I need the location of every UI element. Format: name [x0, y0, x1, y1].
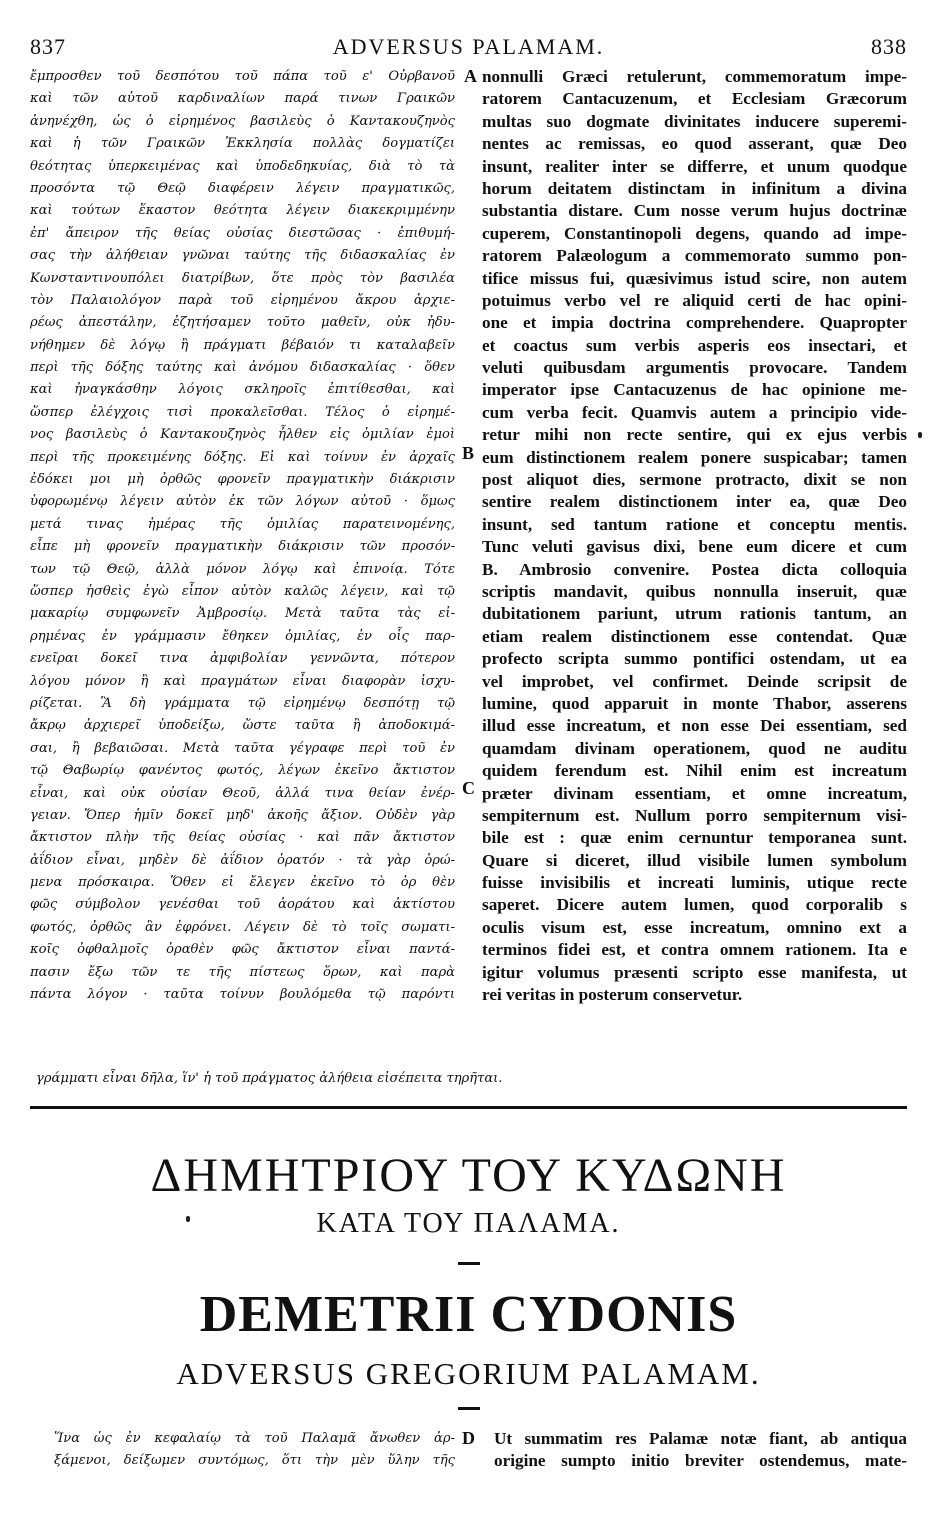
latin-text-line: cuperem, Constantinopoli degens, quando ad impe-	[482, 223, 907, 243]
latin-text-line: origine sumpto initio breviter ostendemus, mate-	[494, 1451, 907, 1471]
greek-text-line: τῷ Θαβωρίῳ φανέντος φωτός, λέγων ἐκεῖνο ἄκτιστον	[30, 763, 455, 779]
latin-text-line: horum deitatem distinctam in infinitum a divina	[482, 178, 907, 198]
latin-text-line: quidem ferendum est. Nihil enim est increatum	[482, 761, 907, 781]
greek-text-line: ἄκτιστον πλὴν τῆς θείας οὐσίας · καὶ πᾶν ἄκτιστον	[30, 830, 455, 846]
title-dash-1	[458, 1262, 480, 1265]
greek-text-line: περὶ τῆς δόξης ταύτης καὶ ἀνόμου διδασκαλίας · ὅθεν	[30, 360, 455, 376]
latin-column-2	[494, 1428, 907, 1478]
greek-text-line: θεότητας ὑπερκειμένας καὶ ὑποδεδηκυίας, διὰ τὸ τὰ	[30, 158, 455, 174]
page-number-right: 838	[871, 34, 907, 59]
latin-text-line: lumine, quod apparuit in monte Thabor, asserens	[482, 693, 907, 713]
latin-text-line: oculis visum est, esse increatum, omnino ext a	[482, 917, 907, 937]
margin-letter-a: A	[464, 66, 477, 86]
latin-text-line: B. Ambrosio convenire. Postea dicta colloquia	[482, 559, 907, 579]
latin-text-line: rei veritas in posterum conservetur.	[482, 985, 743, 1005]
latin-text-line: fuisse invisibilis et increati luminis, utique recte	[482, 873, 907, 893]
greek-text-line: ὥσπερ ἐλέγχοις τισὶ προκαλεῖσθαι. Τέλος ὁ εἰρημέ-	[30, 404, 455, 420]
latin-text-line: sentire realem distinctionem inter ea, quæ Deo	[482, 492, 907, 512]
latin-column-1	[482, 66, 907, 1011]
greek-text-line: καὶ ἡ τῶν Γραικῶν Ἐκκλησία πολλὰς δογματίζει	[30, 136, 455, 152]
latin-text-line: multas suo dogmate divinitates inducere superemi-	[482, 111, 907, 131]
latin-text-line: terminos fidei est, et contra omnem rationem. Ita e	[482, 940, 907, 960]
greek-text-line: γειαν. Ὅπερ ἡμῖν δοκεῖ μηδ' ἀκοῆς ἄξιον. Οὐδὲν γὰρ	[30, 807, 455, 823]
greek-text-line: ρίζεται. Ἃ δὴ γράμματα τῷ εἰρημένῳ δεσπότῃ τῷ	[30, 695, 455, 711]
greek-text-line: ἐπ' ἄπειρον τῆς θείας οὐσίας διεστῶσας · ἐπιθυμή-	[30, 225, 455, 241]
latin-text-line: ratorem Palæologum a commemorato summo pon-	[482, 246, 907, 266]
latin-text-line: saperet. Dicere autem lumen, quod corporalib s	[482, 895, 907, 915]
ink-speck	[186, 1216, 190, 1222]
latin-text-line: Ut summatim res Palamæ notæ fiant, ab antiqua	[494, 1429, 907, 1448]
greek-text-line: ἀνηνέχθη, ὡς ὁ εἰρημένος βασιλεὺς ὁ Καντακουζηνὸς	[30, 113, 455, 129]
greek-text-line: Ἵνα ὡς ἐν κεφαλαίῳ τὰ τοῦ Παλαμᾶ ἄνωθεν ἀρ-	[54, 1431, 455, 1446]
greek-tail-line	[36, 1068, 656, 1092]
greek-text-line: καὶ τούτων ἕκαστον θεότητα λέγειν διακεκριμμένην	[30, 203, 455, 219]
greek-text-line: τὸν Παλαιολόγον παρὰ τοῦ εἰρημένου ἄκρου ἀρχιε-	[30, 292, 455, 308]
latin-text-line: potuimus verbo vel re aliquid certi de hac opini-	[482, 290, 907, 310]
margin-letter-b: B	[462, 443, 475, 463]
margin-letter-c: C	[462, 778, 475, 798]
title-dash-2	[458, 1407, 480, 1410]
greek-text-line: ρέως ἀπεστάλην, ἐζητήσαμεν τοῦτο μαθεῖν, οὐκ ἠδυ-	[30, 315, 455, 331]
greek-text-line: φῶς σύμβολον γενέσθαι τοῦ ἀοράτου καὶ ἀκτίστου	[30, 897, 455, 913]
greek-text-line: ἐδόκει μοι μὴ ὀρθῶς φρονεῖν πραγματικὴν διάκρισιν	[30, 472, 455, 488]
greek-text-line: ενεῖραι δοκεῖ τινα ἀμφιβολίαν γεννῶντα, πότερον	[30, 651, 455, 667]
latin-text-line: imperator ipse Cantacuzenus de hac opinione me-	[482, 380, 907, 400]
latin-text-line: profecto scripta summo pontifici ostendam, ut ea	[482, 649, 907, 669]
greek-text-line: σαι, ἢ βεβαιῶσαι. Μετὰ ταῦτα γέγραφε περὶ τοῦ ἐν	[30, 740, 455, 756]
greek-text-line: νος βασιλεὺς ὁ Καντακουζηνὸς ἦλθεν εἰς ὁμιλίαν ἐμοὶ	[30, 427, 455, 443]
latin-title: DEMETRII CYDONIS	[199, 1286, 738, 1343]
latin-text-line: quamdam divinam operationem, quod ne auditu	[482, 738, 907, 758]
latin-text-line: bile est : quæ enim cernuntur temporanea sunt.	[482, 828, 907, 848]
latin-subtitle: ADVERSUS GREGORIUM PALAMAM.	[176, 1356, 761, 1391]
latin-text-line: etiam realem distinctionem esse contendat. Quæ	[482, 626, 907, 646]
latin-text-line: præter divinam essentiam, et omne increatum,	[482, 783, 907, 803]
latin-text-line: cum verba fecit. Quamvis autem a principio vide-	[482, 402, 907, 422]
greek-text-line: κοῖς ὀφθαλμοῖς ὁραθὲν φῶς ἄκτιστον εἶναι παντά-	[30, 942, 455, 958]
margin-letter-d: D	[462, 1428, 475, 1448]
greek-text-line: πάντα λόγον · ταῦτα τοίνυν βουλόμεθα τῷ παρόντι	[30, 987, 455, 1003]
latin-text-line: sempiternum est. Nullum porro sempiternum visi-	[482, 805, 907, 825]
latin-text-line: et coactus sum verbis asperis eos insectari, et	[482, 335, 907, 355]
running-header	[30, 34, 907, 58]
latin-text-line: Tunc veluti gavisus dixi, bene eum dicere et cum	[482, 537, 907, 557]
greek-tail-text: γράμματι εἶναι δῆλα, ἵν' ἡ τοῦ πράγματος ἀλήθεια εἰσέπειτα τηρῆται.	[36, 1071, 503, 1086]
latin-text-line: insunt, realiter inter se differre, et unum quodque	[482, 156, 907, 176]
greek-title: ΔΗΜΗΤΡΙΟΥ ΤΟΥ ΚΥΔΩΝΗ	[150, 1149, 787, 1202]
greek-text-line: των τῷ Θεῷ, ἀλλὰ μόνον λόγῳ καὶ ἐπινοίᾳ. Τότε	[30, 561, 455, 577]
latin-text-line: nentes ac remissas, eo quod asserant, quæ Deo	[482, 134, 907, 154]
latin-text-line: veluti quibusdam argumentis provocare. Tandem	[482, 358, 907, 378]
latin-text-line: substantia distare. Cum nosse verum hujus doctrinæ	[482, 201, 907, 221]
greek-text-line: μενα πρόσκαιρα. Ὅθεν εἰ ἔλεγεν ἐκεῖνο τὸ ὀρ θὲν	[30, 875, 455, 891]
latin-text-line: insunt, sed tantum ratione et conceptu mentis.	[482, 514, 907, 534]
latin-text-line: vel improbet, vel confirmet. Deinde scripsit de	[482, 671, 907, 691]
greek-text-line: μετά τινας ἡμέρας τῆς ὁμιλίας παρατεινομένης,	[30, 516, 455, 532]
ink-speck	[918, 432, 922, 438]
greek-text-line: καὶ τῶν αὐτοῦ καρδιναλίων παρά τινων Γραικῶν	[30, 91, 455, 107]
latin-text-line: scriptis mandavit, quibus nonnulla inseruit, quæ	[482, 581, 907, 601]
greek-text-line: προσόντα τῷ Θεῷ διαφέρειν λέγειν πραγματικῶς,	[30, 180, 455, 196]
greek-text-line: ἄκρῳ ἀρχιερεῖ ὑποδείξω, ὥστε ταῦτα ἢ ἀποδοκιμά-	[30, 718, 455, 734]
greek-text-line: ὑφορωμένῳ λέγειν αὐτὸν ἐκ τῶν λόγων αὐτοῦ · ὅμως	[30, 494, 455, 510]
latin-text-line: ratorem Cantacuzenum, et Ecclesiam Græcorum	[482, 89, 907, 109]
greek-text-line: φωτός, ὀρθῶς ἂν ἐφρόνει. Λέγειν δὲ τὸ τοῖς σωματι-	[30, 919, 455, 935]
greek-text-line: ἔμπροσθεν τοῦ δεσπότου τοῦ πάπα τοῦ ε' Οὐρβανοῦ	[30, 69, 455, 84]
latin-text-line: post aliquot dies, sermone protracto, dixit se non	[482, 470, 907, 490]
greek-text-line: μακαρίῳ συμφωνεῖν Ἀμβροσίῳ. Μετὰ ταῦτα τὰς εἰ-	[30, 606, 455, 622]
greek-text-line: εἶπε μὴ φρονεῖν πραγματικὴν διάκρισιν τῶν προσόν-	[30, 539, 455, 555]
latin-text-line: dubitationem pariunt, utrum rationis tantum, an	[482, 604, 907, 624]
greek-text-line: περὶ τῆς προκειμένης δόξης. Εἰ καὶ τοίνυν ἐν ἀρχαῖς	[30, 449, 455, 465]
greek-text-line: καὶ ἠναγκάσθην λόγοις σκληροῖς ἐπιτίθεσθαι, καὶ	[30, 382, 455, 398]
greek-text-line: πασιν ἔξω τῶν τε τῆς πίστεως ὅρων, καὶ παρὰ	[30, 964, 455, 980]
latin-text-line: igitur volumus præsenti scripto esse manifesta, ut	[482, 962, 907, 982]
greek-text-line: Κωνσταντινουπόλει διατρίβων, ὅτε πρὸς τὸν βασιλέα	[30, 270, 455, 286]
latin-text-line: Quare si diceret, illud visibile lumen symbolum	[482, 850, 907, 870]
latin-text-line: illud esse increatum, et non esse Dei essentiam, sed	[482, 716, 907, 736]
latin-text-line: eum distinctionem realem ponere suspicabar; tamen	[482, 447, 907, 467]
greek-column-2	[54, 1428, 455, 1478]
greek-text-line: ρημένας ἐν γράμμασιν ἔθηκεν ὁμιλίας, ἐν οἷς παρ-	[30, 628, 455, 644]
greek-subtitle: ΚΑΤΑ ΤΟΥ ΠΑΛΑΜΑ.	[316, 1208, 621, 1239]
greek-text-line: ἀΐδιον εἶναι, μηδὲν δὲ ἀΐδιον ὁρατόν · τὰ γὰρ ὁρώ-	[30, 852, 455, 868]
greek-text-line: ὥσπερ ἡσθεὶς ἐγὼ εἶπον αὐτὸν καλῶς λέγειν, καὶ τῷ	[30, 583, 455, 599]
running-title: ADVERSUS PALAMAM.	[332, 34, 605, 59]
latin-text-line: retur mihi non recte sentire, qui ex ejus verbis	[482, 425, 907, 445]
greek-text-line: νήθημεν δὲ λόγῳ ἢ πράγματι βέβαιόν τι καταλαβεῖν	[30, 337, 455, 353]
greek-text-line: σας τὴν ἀλήθειαν γνῶναι ταύτης τῆς διδασκαλίας ἐν	[30, 248, 455, 264]
greek-column-1	[30, 66, 455, 1011]
section-rule	[30, 1106, 907, 1109]
greek-text-line: ξάμενοι, δείξωμεν συντόμως, ὅτι τὴν μὲν ὕλην τῆς	[54, 1453, 455, 1469]
page-number-left: 837	[30, 34, 66, 59]
latin-text-line: nonnulli Græci retulerunt, commemoratum impe-	[482, 67, 907, 86]
latin-text-line: one et impia doctrina comprehendere. Quapropter	[482, 313, 907, 333]
greek-text-line: λόγου μόνον ἢ καὶ πραγμάτων εἶναι διαφορὰν ἰσχυ-	[30, 673, 455, 689]
latin-text-line: tifice missus fui, quæsivimus istud scire, non autem	[482, 268, 907, 288]
greek-text-line: εἶναι, καὶ οὐκ οὐσίαν Θεοῦ, ἀλλά τινα θείαν ἐνέρ-	[30, 785, 455, 801]
